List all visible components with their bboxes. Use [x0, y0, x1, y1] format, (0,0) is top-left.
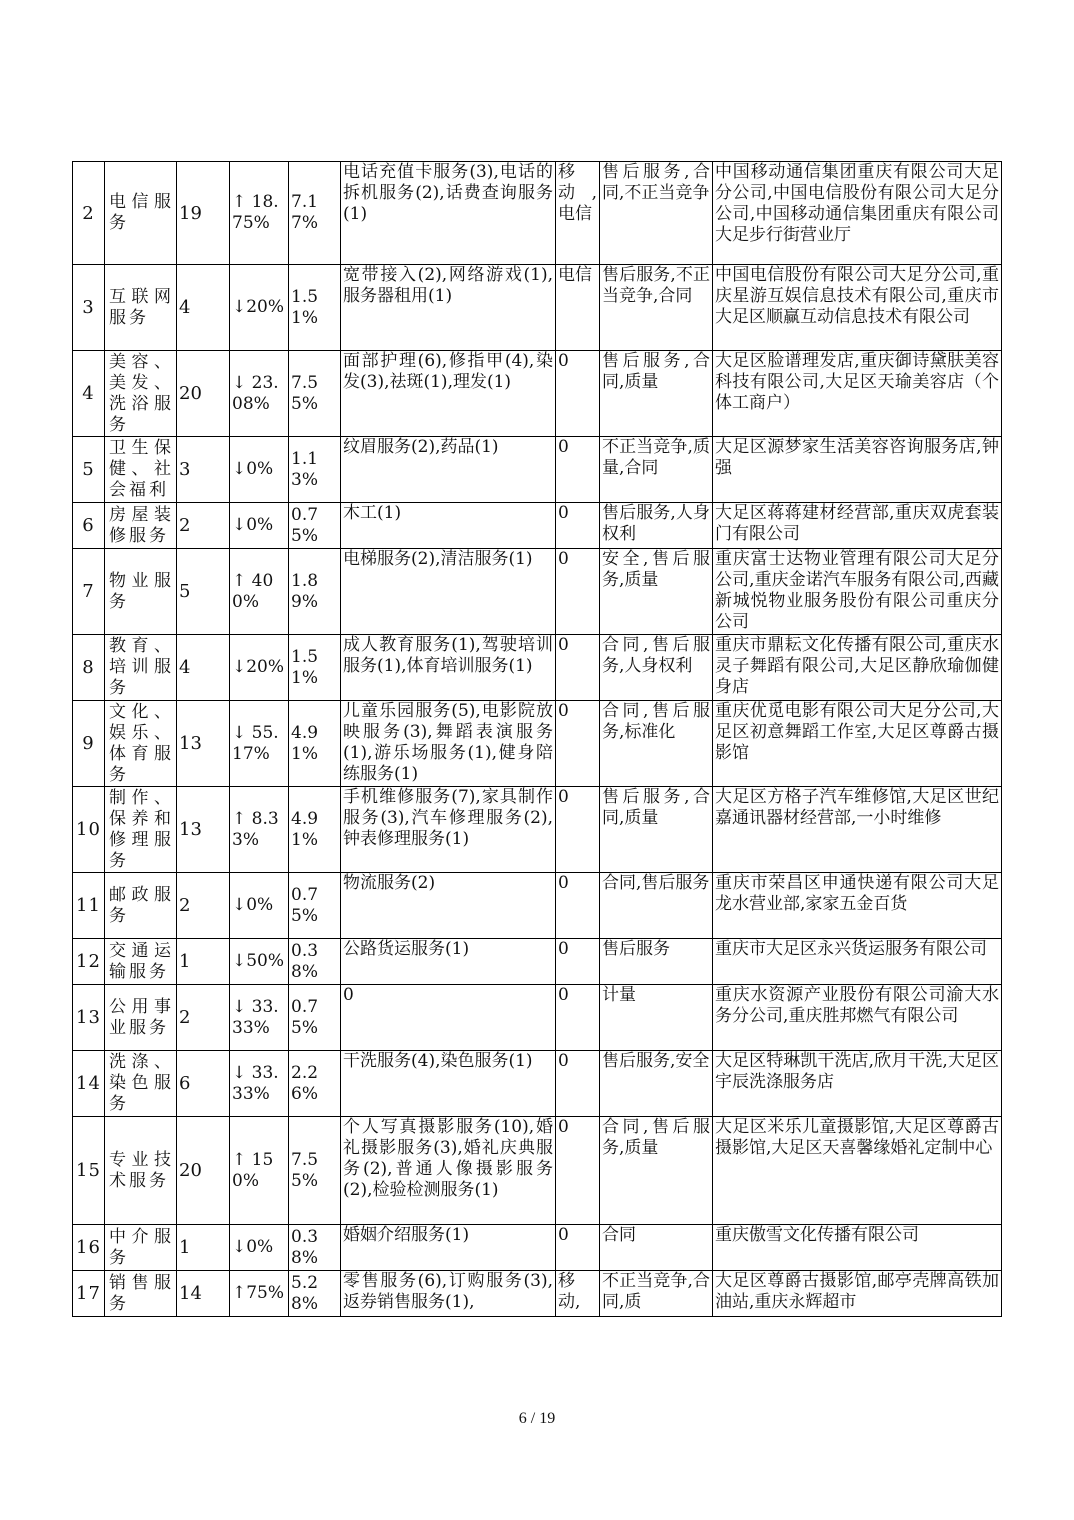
- row-companies: 重庆水资源产业股份有限公司渝大水务分公司,重庆胜邦燃气有限公司: [713, 985, 1002, 1051]
- row-number: 17: [73, 1271, 105, 1317]
- row-count: 13: [177, 787, 230, 873]
- table-row: [73, 787, 1002, 873]
- row-items: 儿童乐园服务(5),电影院放映服务(3),舞蹈表演服务(1),游乐场服务(1),健身陪练服务(1): [341, 701, 556, 787]
- row-change: ↓ 23.08%: [230, 351, 289, 437]
- row-issues: 合同: [600, 1225, 713, 1271]
- row-share: 0.75%: [289, 503, 341, 549]
- row-count: 4: [177, 265, 230, 351]
- row-items: 纹眉服务(2),药品(1): [341, 437, 556, 503]
- row-share: 0.75%: [289, 985, 341, 1051]
- row-count: 19: [177, 162, 230, 265]
- row-number: 10: [73, 787, 105, 873]
- row-category: 邮政服务: [105, 873, 177, 939]
- row-companies: 重庆市鼎耘文化传播有限公司,重庆水灵子舞蹈有限公司,大足区静欣瑜伽健身店: [713, 635, 1002, 701]
- table-row: [73, 162, 1002, 265]
- row-count: 5: [177, 549, 230, 635]
- table-body: [73, 162, 1002, 1317]
- row-category: 房屋装修服务: [105, 503, 177, 549]
- row-items: 干洗服务(4),染色服务(1): [341, 1051, 556, 1117]
- row-share: 2.26%: [289, 1051, 341, 1117]
- table-row: [73, 1051, 1002, 1117]
- row-count: 20: [177, 351, 230, 437]
- row-share: 1.13%: [289, 437, 341, 503]
- table-row: [73, 1225, 1002, 1271]
- row-share: 1.51%: [289, 265, 341, 351]
- row-brand: 0: [556, 787, 600, 873]
- row-change: ↑ 18.75%: [230, 162, 289, 265]
- row-brand: 0: [556, 1225, 600, 1271]
- table-row: [73, 701, 1002, 787]
- row-category: 电信服务: [105, 162, 177, 265]
- row-change: ↑ 8.33%: [230, 787, 289, 873]
- row-items: 手机维修服务(7),家具制作服务(3),汽车修理服务(2),钟表修理服务(1): [341, 787, 556, 873]
- row-brand: 0: [556, 873, 600, 939]
- row-number: 4: [73, 351, 105, 437]
- table-row: [73, 635, 1002, 701]
- row-issues: 售后服务,人身权利: [600, 503, 713, 549]
- row-issues: 售后服务,合同,质量: [600, 351, 713, 437]
- row-companies: 大足区脸谱理发店,重庆御诗黛肤美容科技有限公司,大足区天瑜美容店（个体工商户）: [713, 351, 1002, 437]
- row-change: ↓20%: [230, 635, 289, 701]
- row-companies: 大足区源梦家生活美容咨询服务店,钟强: [713, 437, 1002, 503]
- row-issues: 合同,售后服务: [600, 873, 713, 939]
- row-issues: 不正当竞争,质量,合同: [600, 437, 713, 503]
- row-number: 6: [73, 503, 105, 549]
- row-share: 5.28%: [289, 1271, 341, 1317]
- row-category: 专业技术服务: [105, 1117, 177, 1225]
- row-share: 0.75%: [289, 873, 341, 939]
- row-brand: 移动,电信: [556, 162, 600, 265]
- table-row: [73, 1271, 1002, 1317]
- row-change: ↓20%: [230, 265, 289, 351]
- row-companies: 大足区尊爵古摄影馆,邮亭壳牌高铁加油站,重庆永辉超市: [713, 1271, 1002, 1317]
- row-change: ↑ 400%: [230, 549, 289, 635]
- row-category: 洗涤、染色服务: [105, 1051, 177, 1117]
- table-row: [73, 985, 1002, 1051]
- row-number: 12: [73, 939, 105, 985]
- row-issues: 售后服务,合同,不正当竞争: [600, 162, 713, 265]
- row-companies: 大足区特琳凯干洗店,欣月干洗,大足区宇辰洗涤服务店: [713, 1051, 1002, 1117]
- row-category: 教育、培训服务: [105, 635, 177, 701]
- row-count: 2: [177, 873, 230, 939]
- row-companies: 重庆富士达物业管理有限公司大足分公司,重庆金诺汽车服务有限公司,西藏新城悦物业服务股份有限公司重庆分公司: [713, 549, 1002, 635]
- row-brand: 0: [556, 701, 600, 787]
- row-items: 个人写真摄影服务(10),婚礼摄影服务(3),婚礼庆典服务(2),普通人像摄影服务(2),检验检测服务(1): [341, 1117, 556, 1225]
- row-issues: 售后服务: [600, 939, 713, 985]
- row-issues: 合同,售后服务,质量: [600, 1117, 713, 1225]
- row-items: 宽带接入(2),网络游戏(1),服务器租用(1): [341, 265, 556, 351]
- row-change: ↓0%: [230, 873, 289, 939]
- row-items: 婚姻介绍服务(1): [341, 1225, 556, 1271]
- table-row: [73, 873, 1002, 939]
- row-category: 销售服务: [105, 1271, 177, 1317]
- row-number: 5: [73, 437, 105, 503]
- row-share: 1.89%: [289, 549, 341, 635]
- page-number: 6 / 19: [518, 1410, 556, 1427]
- row-change: ↑75%: [230, 1271, 289, 1317]
- row-number: 16: [73, 1225, 105, 1271]
- row-companies: 重庆傲雪文化传播有限公司: [713, 1225, 1002, 1271]
- table-row: [73, 437, 1002, 503]
- row-count: 20: [177, 1117, 230, 1225]
- row-companies: 大足区米乐儿童摄影馆,大足区尊爵古摄影馆,大足区天喜馨缘婚礼定制中心: [713, 1117, 1002, 1225]
- row-issues: 合同,售后服务,标准化: [600, 701, 713, 787]
- row-change: ↓ 33.33%: [230, 1051, 289, 1117]
- row-number: 11: [73, 873, 105, 939]
- row-items: 电话充值卡服务(3),电话的拆机服务(2),话费查询服务(1): [341, 162, 556, 265]
- row-items: 电梯服务(2),清洁服务(1): [341, 549, 556, 635]
- row-number: 8: [73, 635, 105, 701]
- row-issues: 售后服务,安全: [600, 1051, 713, 1117]
- row-category: 物业服务: [105, 549, 177, 635]
- row-brand: 0: [556, 985, 600, 1051]
- row-share: 7.55%: [289, 351, 341, 437]
- row-change: ↓ 33.33%: [230, 985, 289, 1051]
- table-row: [73, 351, 1002, 437]
- row-companies: 重庆优觅电影有限公司大足分公司,大足区初意舞蹈工作室,大足区尊爵古摄影馆: [713, 701, 1002, 787]
- row-brand: 0: [556, 1051, 600, 1117]
- row-change: ↓0%: [230, 437, 289, 503]
- row-count: 14: [177, 1271, 230, 1317]
- row-share: 7.17%: [289, 162, 341, 265]
- row-change: ↓ 55.17%: [230, 701, 289, 787]
- row-items: 木工(1): [341, 503, 556, 549]
- row-share: 4.91%: [289, 787, 341, 873]
- row-number: 2: [73, 162, 105, 265]
- row-brand: 0: [556, 503, 600, 549]
- row-count: 2: [177, 503, 230, 549]
- row-brand: 0: [556, 1117, 600, 1225]
- row-share: 0.38%: [289, 1225, 341, 1271]
- row-count: 1: [177, 939, 230, 985]
- row-change: ↑ 150%: [230, 1117, 289, 1225]
- row-count: 4: [177, 635, 230, 701]
- row-category: 卫生保健、社会福利: [105, 437, 177, 503]
- row-number: 3: [73, 265, 105, 351]
- row-companies: 大足区方格子汽车维修馆,大足区世纪嘉通讯器材经营部,一小时维修: [713, 787, 1002, 873]
- row-issues: 合同,售后服务,人身权利: [600, 635, 713, 701]
- row-share: 4.91%: [289, 701, 341, 787]
- row-brand: 0: [556, 549, 600, 635]
- row-brand: 0: [556, 437, 600, 503]
- row-items: 零售服务(6),订购服务(3),返券销售服务(1),: [341, 1271, 556, 1317]
- row-items: 面部护理(6),修指甲(4),染发(3),祛斑(1),理发(1): [341, 351, 556, 437]
- row-category: 公用事业服务: [105, 985, 177, 1051]
- row-count: 13: [177, 701, 230, 787]
- row-items: 物流服务(2): [341, 873, 556, 939]
- row-share: 1.51%: [289, 635, 341, 701]
- row-brand: 移动,: [556, 1271, 600, 1317]
- row-issues: 不正当竞争,合同,质: [600, 1271, 713, 1317]
- row-change: ↓0%: [230, 1225, 289, 1271]
- row-share: 0.38%: [289, 939, 341, 985]
- row-brand: 0: [556, 351, 600, 437]
- row-brand: 0: [556, 939, 600, 985]
- row-issues: 售后服务,不正当竞争,合同: [600, 265, 713, 351]
- row-issues: 安全,售后服务,质量: [600, 549, 713, 635]
- row-brand: 0: [556, 635, 600, 701]
- row-number: 15: [73, 1117, 105, 1225]
- row-change: ↓50%: [230, 939, 289, 985]
- row-companies: 重庆市大足区永兴货运服务有限公司: [713, 939, 1002, 985]
- row-category: 互联网服务: [105, 265, 177, 351]
- row-issues: 计量: [600, 985, 713, 1051]
- table-row: [73, 265, 1002, 351]
- row-change: ↓0%: [230, 503, 289, 549]
- row-companies: 重庆市荣昌区申通快递有限公司大足龙水营业部,家家五金百货: [713, 873, 1002, 939]
- row-share: 7.55%: [289, 1117, 341, 1225]
- row-category: 制作、保养和修理服务: [105, 787, 177, 873]
- row-number: 14: [73, 1051, 105, 1117]
- row-count: 2: [177, 985, 230, 1051]
- row-category: 文化、娱乐、体育服务: [105, 701, 177, 787]
- table-row: [73, 939, 1002, 985]
- row-category: 中介服务: [105, 1225, 177, 1271]
- row-companies: 中国移动通信集团重庆有限公司大足分公司,中国电信股份有限公司大足分公司,中国移动通信集团重庆有限公司大足步行街营业厅: [713, 162, 1002, 265]
- row-number: 13: [73, 985, 105, 1051]
- row-companies: 中国电信股份有限公司大足分公司,重庆星游互娱信息技术有限公司,重庆市大足区顺赢互动信息技术有限公司: [713, 265, 1002, 351]
- row-count: 1: [177, 1225, 230, 1271]
- table-row: [73, 549, 1002, 635]
- row-items: 成人教育服务(1),驾驶培训服务(1),体育培训服务(1): [341, 635, 556, 701]
- complaint-stats-table: [72, 161, 1002, 1317]
- row-number: 7: [73, 549, 105, 635]
- row-category: 美容、美发、洗浴服务: [105, 351, 177, 437]
- row-items: 0: [341, 985, 556, 1051]
- row-issues: 售后服务,合同,质量: [600, 787, 713, 873]
- table-row: [73, 1117, 1002, 1225]
- row-companies: 大足区蒋蒋建材经营部,重庆双虎套装门有限公司: [713, 503, 1002, 549]
- row-count: 3: [177, 437, 230, 503]
- row-count: 6: [177, 1051, 230, 1117]
- row-number: 9: [73, 701, 105, 787]
- row-items: 公路货运服务(1): [341, 939, 556, 985]
- row-category: 交通运输服务: [105, 939, 177, 985]
- table-row: [73, 503, 1002, 549]
- row-brand: 电信: [556, 265, 600, 351]
